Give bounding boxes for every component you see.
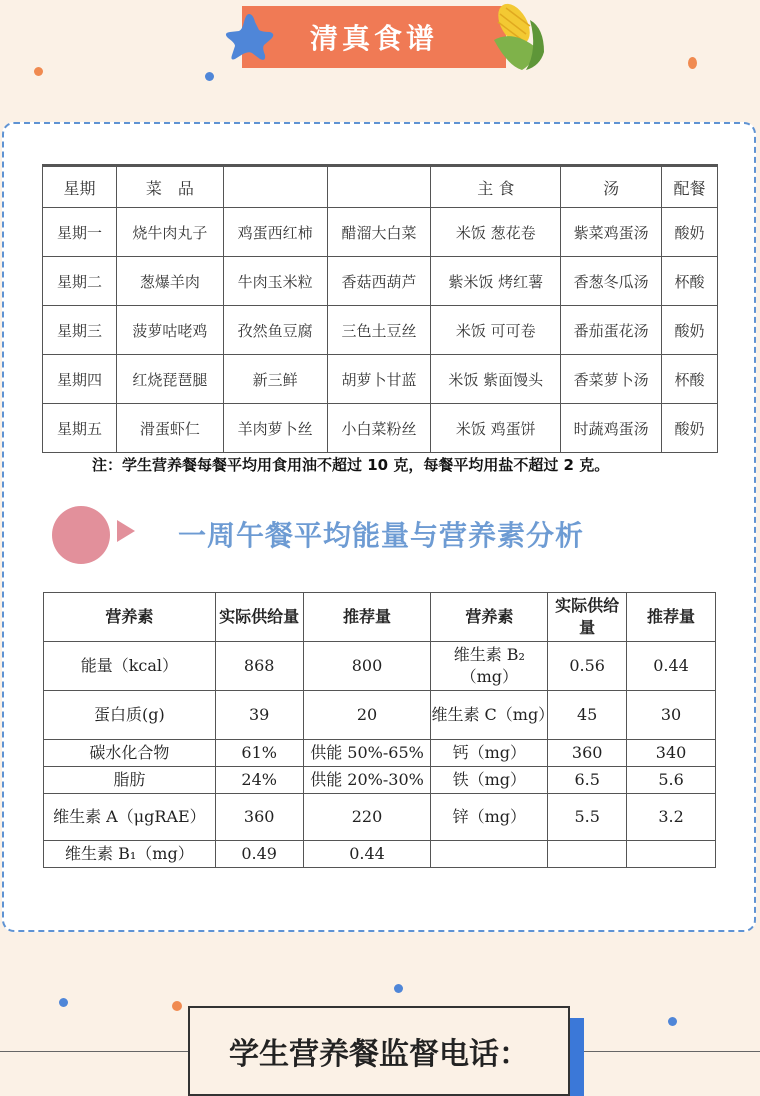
table-cell: 香菇西葫芦 [327, 257, 431, 306]
table-cell: 紫菜鸡蛋汤 [561, 208, 662, 257]
phone-box-shadow [568, 1018, 584, 1096]
table-row [43, 306, 718, 355]
table-cell: 0.56 [548, 642, 627, 691]
table-cell: 时蔬鸡蛋汤 [561, 404, 662, 453]
header-cell: 配餐 [662, 167, 718, 208]
section-marker-circle [52, 506, 110, 564]
table-cell: 维生素 B₂（mg） [431, 642, 548, 691]
table-cell: 39 [215, 691, 303, 740]
table-cell: 星期三 [43, 306, 117, 355]
supervision-phone-label: 学生营养餐监督电话： [229, 1037, 529, 1072]
table-cell: 蛋白质(g) [44, 691, 216, 740]
table-cell [627, 841, 716, 868]
header-cell: 推荐量 [303, 593, 431, 642]
table-row [43, 404, 718, 453]
decor-dot [394, 984, 403, 993]
corn-icon [486, 0, 550, 72]
table-cell: 胡萝卜甘蓝 [327, 355, 431, 404]
table-cell: 20 [303, 691, 431, 740]
table-row [43, 355, 718, 404]
header-cell [223, 167, 327, 208]
table-cell: 红烧琵琶腿 [116, 355, 223, 404]
decor-dot [34, 67, 43, 76]
table-cell: 3.2 [627, 794, 716, 841]
table-row [44, 642, 716, 691]
table-cell: 0.49 [215, 841, 303, 868]
table-cell: 360 [548, 740, 627, 767]
table-cell: 酸奶 [662, 306, 718, 355]
table-row [44, 767, 716, 794]
table-cell: 星期一 [43, 208, 117, 257]
table-cell: 61% [215, 740, 303, 767]
table-cell: 0.44 [303, 841, 431, 868]
star-icon [222, 12, 276, 62]
table-header-row [43, 167, 718, 208]
table-cell: 星期二 [43, 257, 117, 306]
weekly-menu-table [42, 166, 718, 453]
table-cell: 碳水化合物 [44, 740, 216, 767]
table-cell: 星期四 [43, 355, 117, 404]
header-cell: 星期 [43, 167, 117, 208]
table-cell: 维生素 C（mg） [431, 691, 548, 740]
table-cell: 钙（mg） [431, 740, 548, 767]
header-cell: 推荐量 [627, 593, 716, 642]
table-cell: 340 [627, 740, 716, 767]
table-cell: 番茄蛋花汤 [561, 306, 662, 355]
table-cell: 小白菜粉丝 [327, 404, 431, 453]
table-cell: 葱爆羊肉 [116, 257, 223, 306]
table-cell: 米饭 可可卷 [431, 306, 561, 355]
table-cell: 30 [627, 691, 716, 740]
footer-rule-left [0, 1051, 190, 1052]
table-header-row [44, 593, 716, 642]
table-cell: 牛肉玉米粒 [223, 257, 327, 306]
table-row [43, 257, 718, 306]
table-cell: 米饭 鸡蛋饼 [431, 404, 561, 453]
header-cell: 主 食 [431, 167, 561, 208]
table-cell: 杯酸 [662, 355, 718, 404]
table-cell: 锌（mg） [431, 794, 548, 841]
table-cell: 香菜萝卜汤 [561, 355, 662, 404]
table-cell: 菠萝咕咾鸡 [116, 306, 223, 355]
page-title: 清真食谱 [309, 22, 438, 55]
nutrition-table [43, 592, 716, 868]
table-row [44, 691, 716, 740]
table-cell: 香葱冬瓜汤 [561, 257, 662, 306]
table-cell: 新三鲜 [223, 355, 327, 404]
table-cell: 能量（kcal） [44, 642, 216, 691]
table-cell: 220 [303, 794, 431, 841]
table-row [44, 794, 716, 841]
table-cell: 羊肉萝卜丝 [223, 404, 327, 453]
table-cell: 5.6 [627, 767, 716, 794]
decor-dot [172, 1001, 182, 1011]
header-cell: 营养素 [431, 593, 548, 642]
table-cell [431, 841, 548, 868]
table-cell: 脂肪 [44, 767, 216, 794]
table-cell: 供能 20%-30% [303, 767, 431, 794]
table-cell: 供能 50%-65% [303, 740, 431, 767]
table-cell: 孜然鱼豆腐 [223, 306, 327, 355]
header-cell: 菜 品 [116, 167, 223, 208]
table-cell: 星期五 [43, 404, 117, 453]
supervision-phone-box [188, 1006, 570, 1096]
title-banner [242, 6, 506, 68]
table-cell: 紫米饭 烤红薯 [431, 257, 561, 306]
table-cell: 醋溜大白菜 [327, 208, 431, 257]
table-cell: 三色土豆丝 [327, 306, 431, 355]
table-cell: 米饭 紫面馒头 [431, 355, 561, 404]
table-cell: 鸡蛋西红柿 [223, 208, 327, 257]
table-cell: 酸奶 [662, 404, 718, 453]
header-cell: 实际供给量 [215, 593, 303, 642]
menu-note: 注：学生营养餐每餐平均用食用油不超过 10 克，每餐平均用盐不超过 2 克。 [92, 456, 610, 474]
table-cell [548, 841, 627, 868]
decor-dot [205, 72, 214, 81]
decor-dot [668, 1017, 677, 1026]
table-cell: 米饭 葱花卷 [431, 208, 561, 257]
footer-rule-right [584, 1051, 760, 1052]
table-cell: 0.44 [627, 642, 716, 691]
table-cell: 滑蛋虾仁 [116, 404, 223, 453]
table-row [44, 740, 716, 767]
table-cell: 烧牛肉丸子 [116, 208, 223, 257]
table-cell: 酸奶 [662, 208, 718, 257]
decor-dot [688, 57, 697, 69]
table-cell: 5.5 [548, 794, 627, 841]
table-row [43, 208, 718, 257]
table-cell: 铁（mg） [431, 767, 548, 794]
table-cell: 868 [215, 642, 303, 691]
table-cell: 维生素 A（μgRAE） [44, 794, 216, 841]
table-cell: 45 [548, 691, 627, 740]
header-cell: 实际供给量 [548, 593, 627, 642]
section-marker-arrow-icon [117, 520, 135, 542]
table-cell: 360 [215, 794, 303, 841]
section-title: 一周午餐平均能量与营养素分析 [178, 519, 585, 552]
table-row [44, 841, 716, 868]
decor-dot [59, 998, 68, 1007]
header-cell: 汤 [561, 167, 662, 208]
table-cell: 杯酸 [662, 257, 718, 306]
header-cell: 营养素 [44, 593, 216, 642]
table-cell: 6.5 [548, 767, 627, 794]
table-cell: 维生素 B₁（mg） [44, 841, 216, 868]
table-cell: 24% [215, 767, 303, 794]
header-cell [327, 167, 431, 208]
table-cell: 800 [303, 642, 431, 691]
